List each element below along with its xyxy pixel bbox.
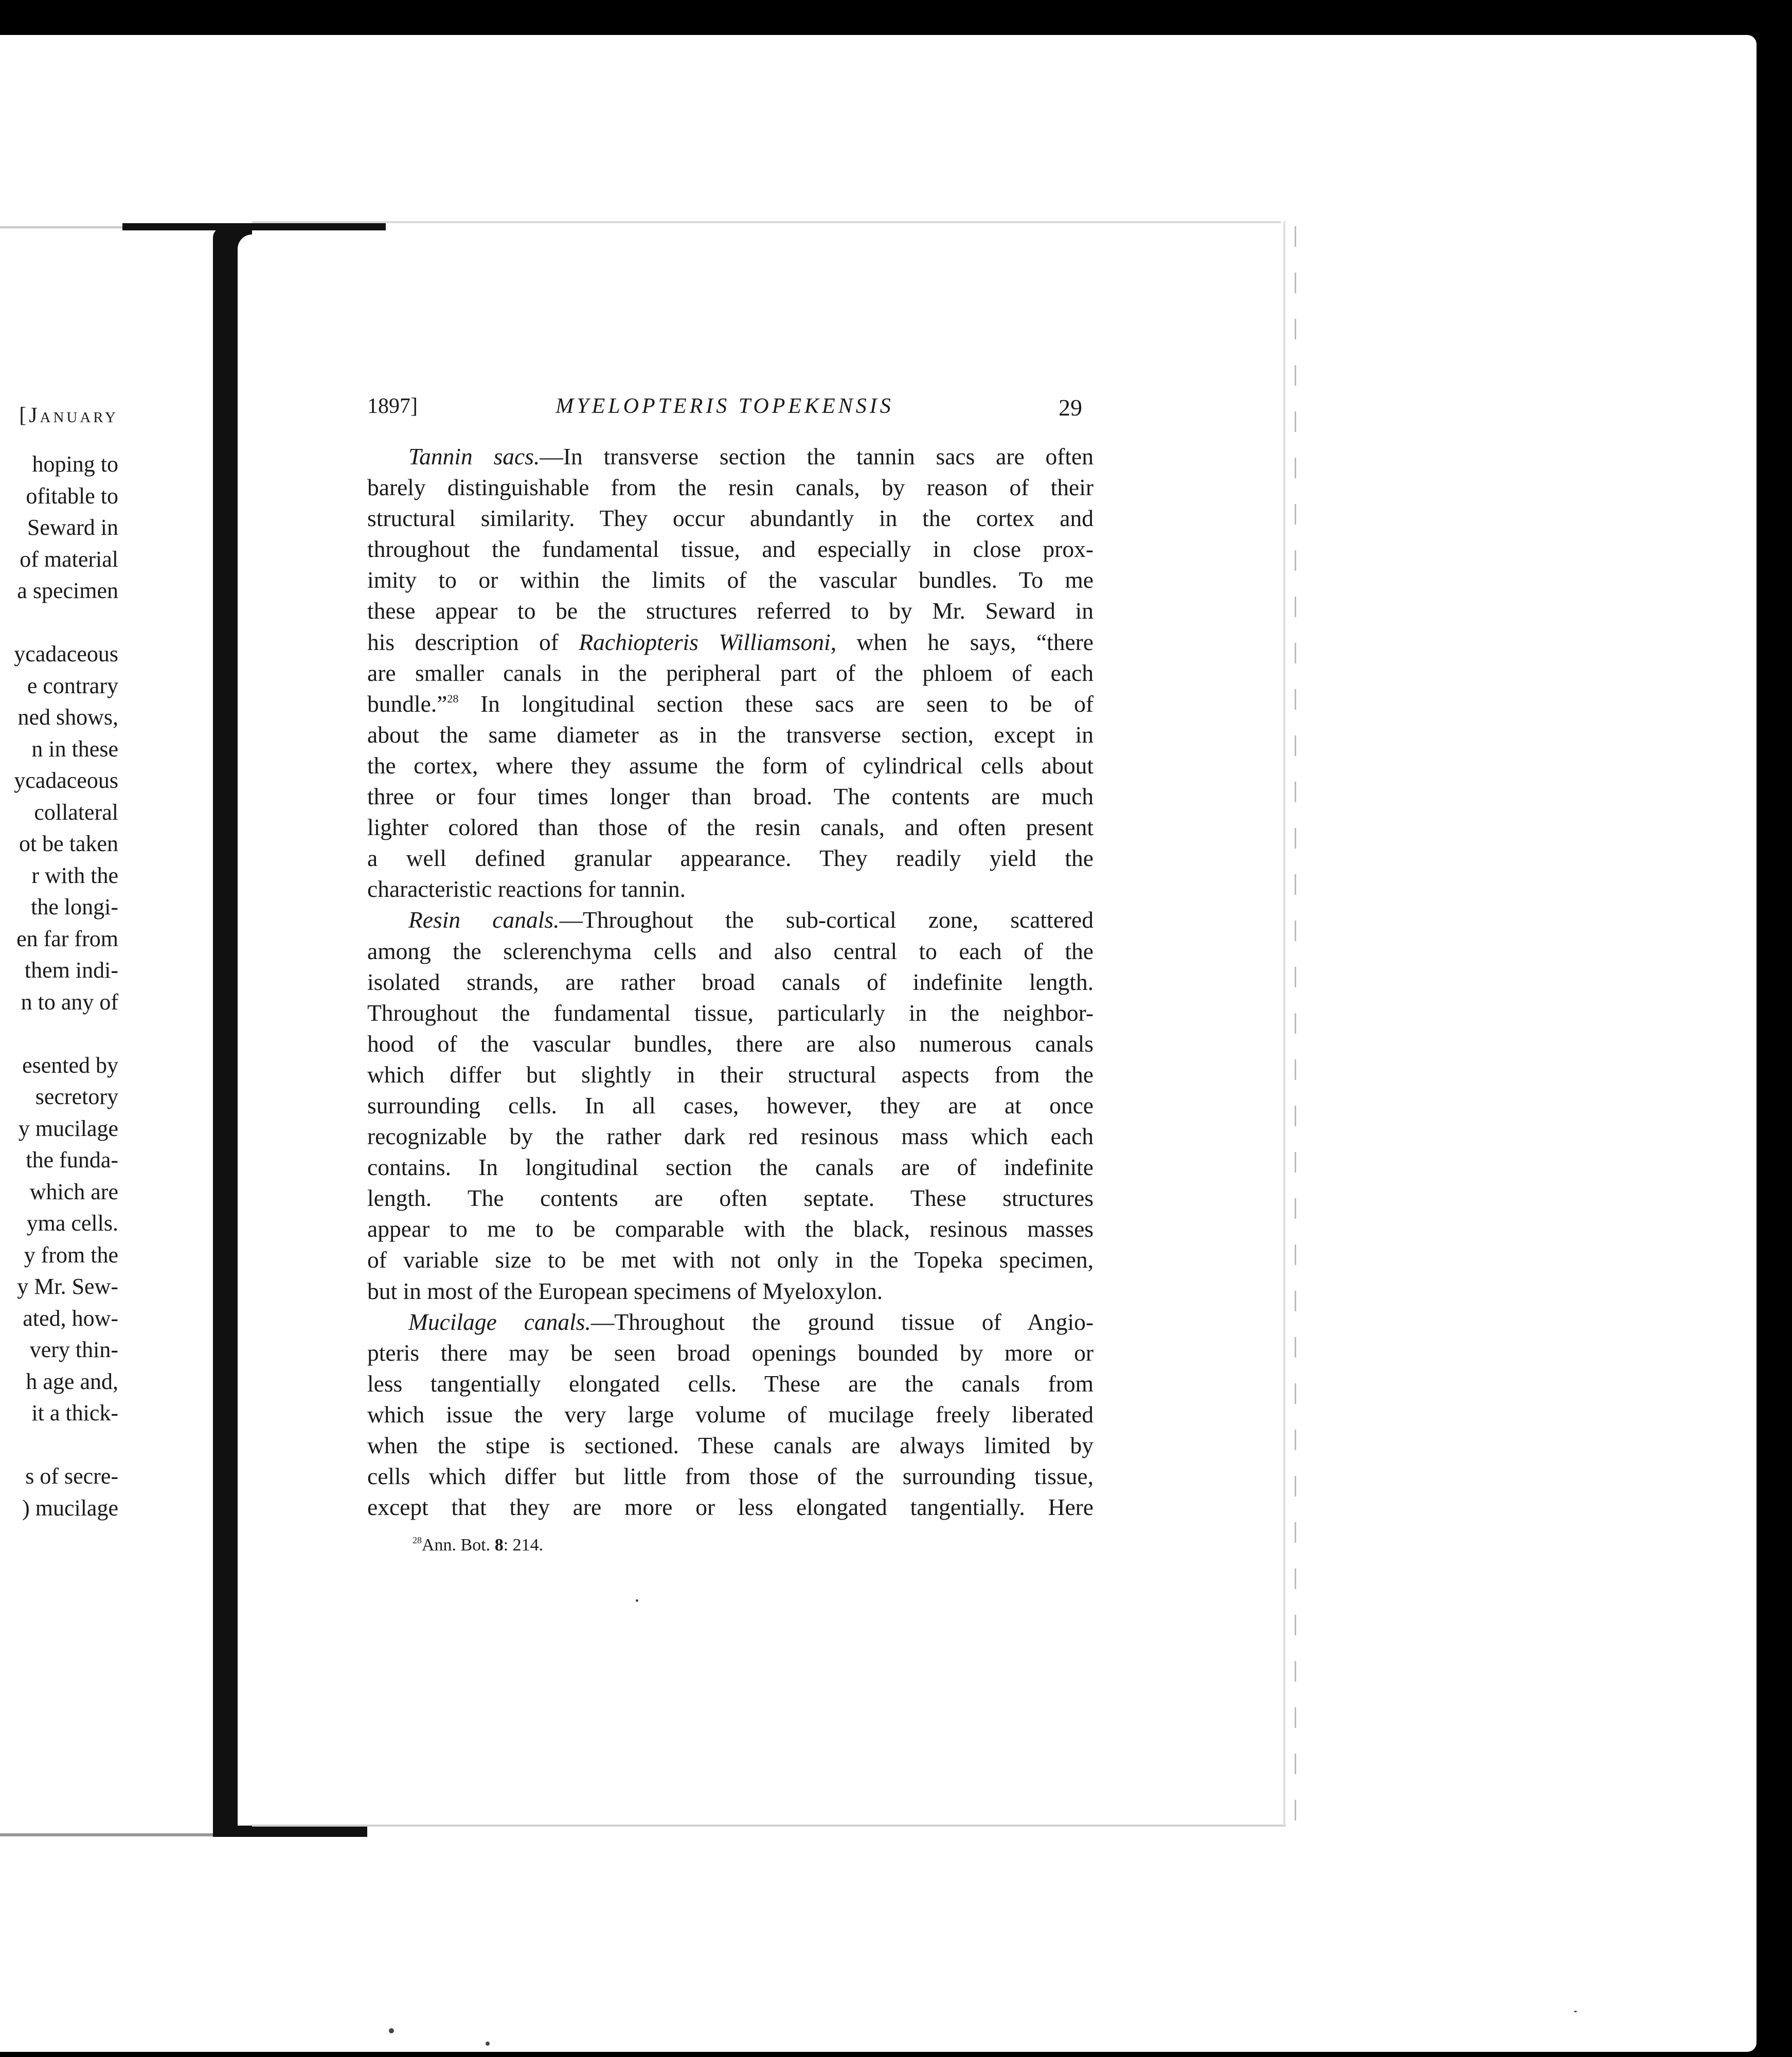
left-page-line bbox=[0, 607, 118, 639]
text-line bbox=[367, 658, 1094, 689]
page-bottom-edge bbox=[252, 1825, 1286, 1827]
left-page-line bbox=[0, 1018, 118, 1050]
text-run: which differ but slightly in their structural aspects from the bbox=[367, 1061, 1094, 1088]
text-line bbox=[367, 1183, 1094, 1214]
scan-speck bbox=[389, 2028, 394, 2033]
text-run: appear to me to be comparable with the black, resinous masses bbox=[367, 1216, 1094, 1242]
left-page-line: which are bbox=[29, 1179, 118, 1204]
text-run: three or four times longer than broad. The contents are much bbox=[367, 783, 1094, 810]
spine-inner-edge bbox=[238, 234, 252, 1829]
scan-speck bbox=[486, 2042, 490, 2046]
left-page-line: collateral bbox=[34, 799, 118, 825]
text-run: contains. In longitudinal section the canals are of indefinite bbox=[367, 1154, 1094, 1181]
page-number: 29 bbox=[1059, 394, 1082, 421]
left-page-line: n in these bbox=[31, 736, 118, 762]
text-line bbox=[367, 1121, 1094, 1152]
text-line bbox=[367, 472, 1094, 503]
left-page-line: e contrary bbox=[27, 673, 118, 698]
left-page-line: the funda- bbox=[26, 1147, 118, 1172]
scan-edge bbox=[1295, 226, 1296, 1826]
running-head-title: MYELOPTERIS TOPEKENSIS bbox=[555, 394, 894, 418]
text-line bbox=[367, 998, 1094, 1028]
left-page-line: r with the bbox=[31, 862, 118, 888]
text-line bbox=[367, 874, 1094, 905]
left-page-line: of material bbox=[20, 546, 118, 572]
text-run: , when he says, “there bbox=[830, 628, 1094, 655]
left-page-line: hoping to bbox=[32, 452, 118, 477]
text-run: throughout the fundamental tissue, and especially in close prox- bbox=[367, 536, 1094, 563]
text-run: these appear to be the structures referred to by Mr. Seward in bbox=[367, 598, 1094, 624]
left-page-line: ofitable to bbox=[26, 483, 118, 509]
binding-bottom bbox=[213, 1826, 367, 1837]
italic-run: Tannin sacs. bbox=[408, 443, 540, 470]
text-run: —Throughout the ground tissue of Angio- bbox=[590, 1308, 1094, 1335]
left-page-line: ated, how- bbox=[23, 1305, 118, 1331]
text-run: except that they are more or less elongated tangentially. Here bbox=[367, 1494, 1094, 1521]
text-line bbox=[367, 1399, 1094, 1430]
italic-run: Resin canals. bbox=[408, 907, 560, 933]
text-run: a well defined granular appearance. They readily yield the bbox=[367, 845, 1094, 872]
text-line bbox=[367, 1430, 1094, 1461]
text-run: are smaller canals in the peripheral part of the phloem of each bbox=[367, 659, 1094, 686]
left-page-line: secretory bbox=[35, 1084, 118, 1109]
left-page-line: esented by bbox=[22, 1052, 118, 1078]
text-line bbox=[367, 905, 1094, 935]
text-run: surrounding cells. In all cases, however, they are at once bbox=[367, 1092, 1094, 1118]
binding-top bbox=[122, 223, 386, 230]
text-line bbox=[367, 1492, 1094, 1523]
scan-speck bbox=[636, 1599, 638, 1602]
left-page-line: ) mucilage bbox=[22, 1495, 118, 1521]
left-page-line: ycadaceous bbox=[14, 768, 118, 793]
text-run: less tangentially elongated cells. These are the canals from bbox=[367, 1370, 1094, 1397]
text-run: among the sclerenchyma cells and also central to each of the bbox=[367, 937, 1094, 964]
text-line bbox=[367, 1307, 1094, 1338]
text-run: pteris there may be seen broad openings bounded by more or bbox=[367, 1339, 1094, 1366]
text-run: his description of bbox=[367, 628, 579, 655]
text-run: hood of the vascular bundles, there are also numerous canals bbox=[367, 1030, 1094, 1057]
text-line bbox=[367, 1059, 1094, 1090]
left-page-bottom-edge bbox=[0, 1833, 221, 1836]
text-run: isolated strands, are rather broad canals of indefinite length. bbox=[367, 968, 1094, 995]
text-run: characteristic reactions for tannin. bbox=[367, 876, 686, 903]
text-run: length. The contents are often septate. These structures bbox=[367, 1185, 1094, 1212]
left-page-line bbox=[0, 1429, 118, 1461]
text-line bbox=[367, 1461, 1094, 1492]
left-page-line: y Mr. Sew- bbox=[17, 1274, 118, 1299]
left-page-line: a specimen bbox=[17, 578, 118, 603]
page-right-edge bbox=[1283, 221, 1285, 1826]
footnote-pages: : 214. bbox=[503, 1536, 544, 1555]
text-line bbox=[367, 596, 1094, 626]
italic-run: Mucilage canals. bbox=[408, 1308, 591, 1335]
left-page-line: the longi- bbox=[31, 894, 118, 919]
text-run: of variable size to be met with not only in the Topeka specimen, bbox=[367, 1247, 1094, 1273]
text-run: structural similarity. They occur abundantly in the cortex and bbox=[367, 505, 1094, 532]
text-run: In longitudinal section these sacs are seen to be of bbox=[458, 690, 1094, 717]
text-run: but in most of the European specimens of Myeloxylon. bbox=[367, 1277, 883, 1304]
left-page-line: it a thick- bbox=[31, 1400, 118, 1426]
text-run: when the stipe is sectioned. These canals are always limited by bbox=[367, 1432, 1094, 1458]
left-page-line: y mucilage bbox=[18, 1115, 118, 1141]
left-page-line: ned shows, bbox=[17, 705, 118, 730]
footnote bbox=[413, 1536, 543, 1555]
left-page-line: n to any of bbox=[21, 989, 118, 1015]
text-line bbox=[367, 843, 1094, 874]
left-page-line: very thin- bbox=[29, 1337, 118, 1362]
text-line bbox=[367, 1152, 1094, 1183]
text-line bbox=[367, 750, 1094, 781]
left-page-line: h age and, bbox=[26, 1368, 118, 1394]
text-line bbox=[367, 967, 1094, 998]
left-page-line: ot be taken bbox=[19, 831, 118, 856]
text-line bbox=[367, 781, 1094, 812]
text-run: lighter colored than those of the resin canals, and often present bbox=[367, 814, 1094, 841]
text-run: imity to or within the limits of the vascular bundles. To me bbox=[367, 567, 1094, 593]
text-line bbox=[367, 627, 1094, 658]
text-run: —Throughout the sub-cortical zone, scattered bbox=[559, 907, 1094, 933]
left-page-line: yma cells. bbox=[26, 1211, 118, 1236]
running-head bbox=[367, 394, 1082, 423]
left-page-line: y from the bbox=[24, 1242, 118, 1268]
page-top-edge bbox=[252, 221, 1281, 223]
text-run: barely distinguishable from the resin canals, by reason of their bbox=[367, 474, 1094, 501]
left-page-line: Seward in bbox=[27, 515, 118, 540]
left-page-line: en far from bbox=[16, 926, 118, 951]
footnote-source: Ann. Bot. bbox=[422, 1536, 491, 1555]
text-run: the cortex, where they assume the form of cylindrical cells about bbox=[367, 752, 1094, 779]
left-running-head: [January bbox=[19, 404, 118, 427]
footnote-volume: 8 bbox=[494, 1536, 504, 1555]
text-line bbox=[367, 1368, 1094, 1399]
text-line bbox=[367, 1214, 1094, 1244]
text-line bbox=[367, 1244, 1094, 1275]
left-page-line: s of secre- bbox=[25, 1464, 118, 1489]
text-line bbox=[367, 936, 1094, 967]
text-line bbox=[367, 565, 1094, 596]
italic-run: Rachiopteris Williamsoni bbox=[579, 628, 831, 655]
text-line bbox=[367, 441, 1094, 472]
text-line bbox=[367, 1276, 1094, 1307]
left-page-line: them indi- bbox=[24, 958, 118, 983]
left-page-text bbox=[0, 448, 118, 1524]
text-run: about the same diameter as in the transverse section, except in bbox=[367, 721, 1094, 748]
scan-speck bbox=[1574, 2011, 1577, 2012]
text-line bbox=[367, 812, 1094, 843]
text-line bbox=[367, 689, 1094, 719]
text-run: recognizable by the rather dark red resinous mass which each bbox=[367, 1123, 1094, 1150]
text-run: Throughout the fundamental tissue, particularly in the neighbor- bbox=[367, 999, 1094, 1026]
text-run: cells which differ but little from those of the surrounding tissue, bbox=[367, 1463, 1094, 1490]
text-run: bundle.” bbox=[367, 690, 447, 717]
text-line bbox=[367, 1028, 1094, 1059]
footnote-reference: 28 bbox=[447, 692, 459, 705]
text-run: —In transverse section the tannin sacs are often bbox=[540, 443, 1094, 470]
text-line bbox=[367, 719, 1094, 750]
text-line bbox=[367, 534, 1094, 565]
left-page-line: ycadaceous bbox=[14, 641, 118, 666]
text-run: which issue the very large volume of mucilage freely liberated bbox=[367, 1401, 1094, 1428]
text-line bbox=[367, 503, 1094, 534]
text-line bbox=[367, 1338, 1094, 1368]
text-line bbox=[367, 1090, 1094, 1121]
footnote-mark: 28 bbox=[413, 1535, 422, 1545]
body-text bbox=[367, 441, 1094, 1523]
running-head-year: 1897] bbox=[367, 394, 418, 418]
